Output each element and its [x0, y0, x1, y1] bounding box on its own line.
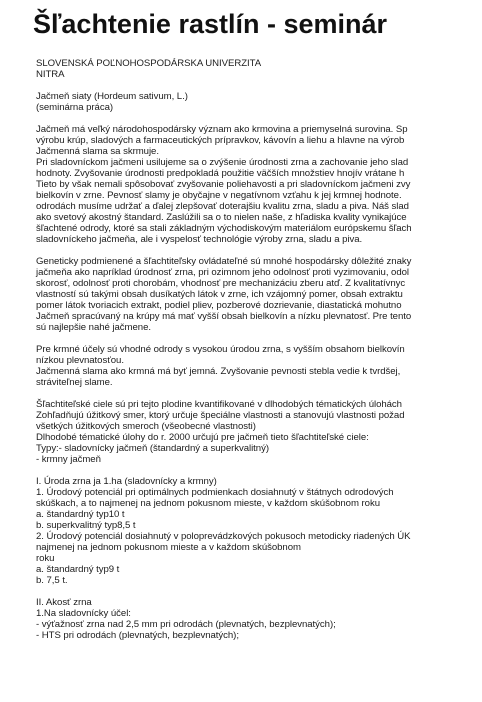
text-line: pomer látok tvoriacich extrakt, podiel pliev, pozberové dozrievanie, diastatická mohutno	[36, 300, 402, 311]
text-line: Pri sladovníckom jačmeni usilujeme sa o zvýšenie úrodnosti zrna a zachovanie jeho slad	[36, 157, 409, 168]
text-line: Šľachtiteľské ciele sú pri tejto plodine kvantifikované v dlhodobých tématických úlohách	[36, 399, 402, 410]
text-line: II. Akosť zrna	[36, 597, 92, 608]
text-line: ako svetový akostný štandard. Zaslúžili sa o to nielen naše, z hľadiska kvality vynikajúce	[36, 212, 407, 223]
text-line: (seminárna práca)	[36, 102, 113, 113]
paragraph-gap	[36, 333, 482, 344]
text-line: Zohľadňujú úžitkový smer, ktorý určuje špeciálne vlastnosti a stanovujú vlastnosti požad	[36, 410, 405, 421]
paragraph-gap	[36, 80, 482, 91]
text-line: Jačmeň siaty (Hordeum sativum, L.)	[36, 91, 188, 102]
text-line: sú najlepšie nahé jačmene.	[36, 322, 151, 333]
text-line: I. Úroda zrna ja 1.ha (sladovnícky a krmny)	[36, 476, 217, 487]
text-line: nízkou plevnatosťou.	[36, 355, 124, 366]
text-line: sladovníckeho jačmeňa, ale i vyspelosť technológie výroby zrna, sladu a piva.	[36, 234, 363, 245]
text-line: - krmny jačmeň	[36, 454, 101, 465]
text-line: najmenej na jednom pokusnom mieste a v každom skúšobnom	[36, 542, 301, 553]
paragraph-gap	[36, 586, 482, 597]
paragraph-gap	[36, 245, 482, 256]
document-title: Šľachtenie rastlín - seminár	[33, 9, 388, 39]
text-line: výrobu krúp, sladových a farmaceutických prípravkov, kávovín a liehu a hlavne na výrob	[36, 135, 405, 146]
text-line: Tieto by však nemali spôsobovať zvyšovanie poliehavosti a pri sladovníckom jačmeni zvy	[36, 179, 411, 190]
text-line: 2. Úrodový potenciál dosiahnutý v poloprevádzkových pokusoch metodicky riadených ÚK	[36, 531, 411, 542]
paragraph-gap	[36, 465, 482, 476]
text-line: 1.Na sladovnícky účel:	[36, 608, 131, 619]
text-line: b. 7,5 t.	[36, 575, 68, 586]
text-line: Typy:- sladovnícky jačmeň (štandardný a superkvalitný)	[36, 443, 269, 454]
text-line: 1. Úrodový potenciál pri optimálnych podmienkach dosiahnutý v štátnych odrodových	[36, 487, 394, 498]
text-line: všetkých úžitkových smeroch (všeobecné vlastnosti)	[36, 421, 256, 432]
text-line: šľachtené odrody, ktoré sa stali základným východiskovým materiálom európskemu šľach	[36, 223, 412, 234]
text-line: skorosť, odolnosť proti chorobám, vhodnosť pre mechanizáciu zberu atď. Z kvalitatívnyc	[36, 278, 406, 289]
text-line: Pre krmné účely sú vhodné odrody s vysokou úrodou zrna, s vyšším obsahom bielkovín	[36, 344, 405, 355]
text-line: Jačmenná slama sa skrmuje.	[36, 146, 159, 157]
text-line: jačmeňa ako napríklad úrodnosť zrna, pri ozimnom jeho odolnosť proti vyzimovaniu, odol	[36, 267, 409, 278]
text-line: roku	[36, 553, 55, 564]
text-line: skúškach, a to najmenej na jednom pokusnom mieste, v každom skúšobnom roku	[36, 498, 380, 509]
text-line: Geneticky podmienené a šľachtiteľsky ovládateľné sú mnohé hospodársky dôležité znaky	[36, 256, 412, 267]
text-line: hodnoty. Zvyšovanie úrodnosti predpokladá použitie väčších množstiev hnojív vrátane h	[36, 168, 405, 179]
text-line: Dlhodobé tématické úlohy do r. 2000 určujú pre jačmeň tieto šľachtiteľské ciele:	[36, 432, 369, 443]
text-line: odrodách musíme udržať a ďalej zlepšovať doterajšiu kvalitu zrna, sladu a piva. Náš slad	[36, 201, 409, 212]
text-line: stráviteľnej slame.	[36, 377, 113, 388]
text-line: Jačmeň spracúvaný na krúpy má mať vyšší obsah bielkovín a nízku plevnatosť. Pre tento	[36, 311, 412, 322]
text-line: vlastností sú takými obsah dusíkatých látok v zrne, ich vzájomný pomer, obsah extraktu	[36, 289, 403, 300]
text-line: Jačmeň má veľký národohospodársky význam ako krmovina a priemyselná surovina. Sp	[36, 124, 408, 135]
text-line: a. štandardný typ10 t	[36, 509, 125, 520]
text-line: NITRA	[36, 69, 65, 80]
text-line: - HTS pri odrodách (plevnatých, bezplevnatých);	[36, 630, 239, 641]
text-line: SLOVENSKÁ POĽNOHOSPODÁRSKA UNIVERZITA	[36, 58, 262, 69]
text-line: a. štandardný typ9 t	[36, 564, 120, 575]
text-line: b. superkvalitný typ8,5 t	[36, 520, 136, 531]
paragraph-gap	[36, 388, 482, 399]
text-line: - výťažnosť zrna nad 2,5 mm pri odrodách (plevnatých, bezplevnatých);	[36, 619, 336, 630]
paragraph-gap	[36, 113, 482, 124]
text-line: bielkovín v zrne. Pevnosť slamy je obyčajne v negatívnom vzťahu k jej krmnej hodnote.	[36, 190, 402, 201]
text-line: Jačmenná slama ako krmná má byť jemná. Zvyšovanie pevnosti stebla vedie k tvrdšej,	[36, 366, 401, 377]
document-body	[36, 58, 482, 641]
